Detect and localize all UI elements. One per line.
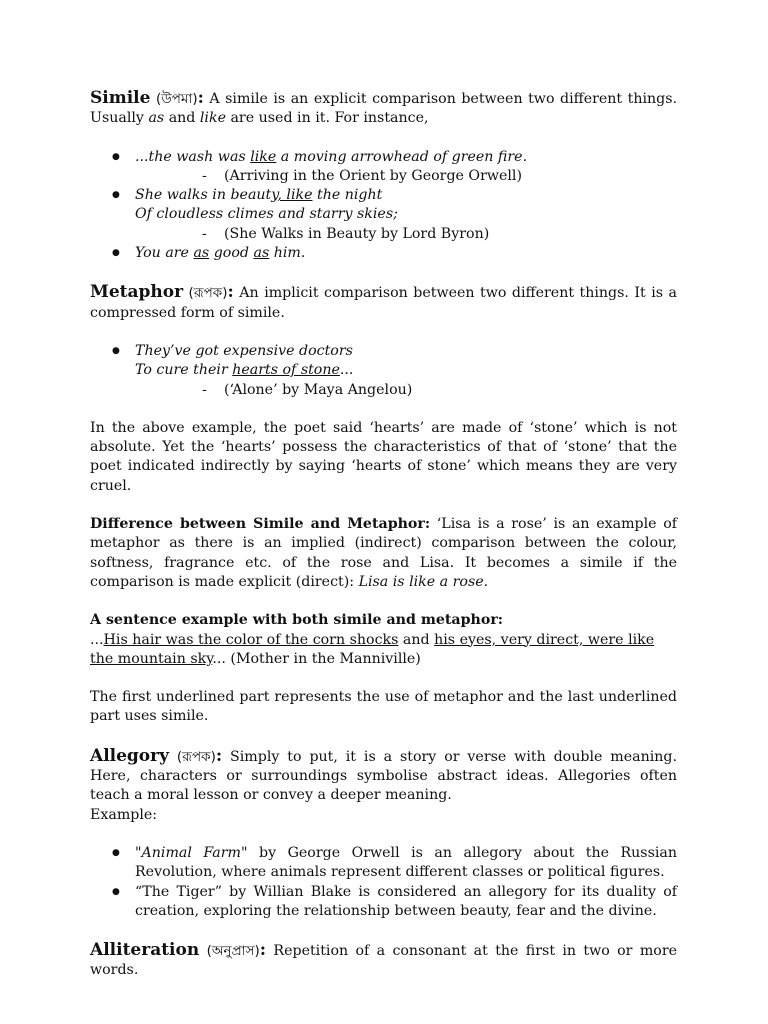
- ex-text: good: [209, 245, 254, 262]
- ex-underlined: , like: [277, 187, 313, 204]
- source-dash: -: [202, 167, 207, 184]
- ex-underlined: like: [250, 148, 277, 165]
- simile-bengali: (উপমা): [155, 91, 198, 107]
- metaphor-explanation: In the above example, the poet said ‘hearts’ are made of ‘stone’ which is not absolute. Yet the ‘hearts’ possess the characteristics of that of ‘stone’ that the poet indicated indirectly by saying ‘hearts of stone’ which means they are very cruel.: [90, 419, 677, 494]
- simile-def-like: like: [199, 110, 226, 127]
- source-text: (Arriving in the Orient by George Orwell): [224, 167, 522, 184]
- example-source: [90, 381, 677, 400]
- example-source: [90, 225, 677, 244]
- both-example: [90, 611, 677, 669]
- ex-text: ...the wash was: [135, 148, 251, 165]
- source-text: (‘Alone’ by Maya Angelou): [224, 381, 413, 398]
- both-text: ...: [90, 631, 104, 648]
- alliteration-colon: :: [259, 940, 267, 961]
- both-underlined-simile: his eyes, very direct, were like the mountain sky: [90, 631, 655, 667]
- difference-heading: Difference between Simile and Metaphor:: [90, 516, 431, 533]
- list-item: [90, 883, 677, 922]
- allegory-examples: [90, 844, 677, 921]
- simile-colon: :: [197, 88, 204, 108]
- ex-underlined: as: [193, 245, 210, 262]
- simile-term: Simile: [90, 88, 151, 108]
- ex-text: She walks in beauty: [135, 187, 278, 204]
- simile-definition: [90, 89, 677, 129]
- allegory-bengali: (রূপক): [176, 748, 216, 765]
- alliteration-def-text: Repetition of a consonant at the first in two or more words.: [90, 943, 677, 979]
- document-page: [90, 89, 677, 981]
- metaphor-bengali: (রূপক): [188, 285, 228, 302]
- alliteration-definition: [90, 941, 677, 981]
- ex-text: ...: [339, 362, 354, 379]
- ex-text: Of cloudless climes and starry skies;: [135, 206, 398, 223]
- list-item: [90, 148, 677, 167]
- metaphor-def-text: An implicit comparison between two different things. It is a compressed form of simile.: [90, 285, 677, 321]
- ex-underlined: as: [253, 245, 270, 262]
- alliteration-term: Alliteration: [90, 940, 200, 961]
- difference-example: Lisa is like a rose.: [358, 573, 489, 590]
- ex-text: the night: [312, 187, 383, 204]
- ex-text: You are: [135, 245, 194, 262]
- simile-examples: [90, 148, 677, 264]
- allegory-example-label: Example:: [90, 806, 158, 823]
- list-item: [90, 342, 677, 381]
- allegory-term: Allegory: [90, 745, 169, 766]
- difference-paragraph: [90, 515, 677, 592]
- ex-underlined: hearts of stone: [232, 362, 340, 379]
- simile-def-and: and: [164, 110, 200, 127]
- list-item: [90, 844, 677, 883]
- ex-title: "Animal Farm": [135, 844, 248, 861]
- both-heading: A sentence example with both simile and metaphor:: [90, 612, 504, 629]
- difference-text: ‘Lisa is a rose’ is an example of metaphor as there is an implied (indirect) comparison between the colour, softness, fragrance etc. of the rose and Lisa. It becomes a simile if the comparison is made explicit (direct):: [90, 516, 678, 590]
- metaphor-term: Metaphor: [90, 282, 184, 303]
- simile-def-text: A simile is an explicit comparison between two different things. Usually: [90, 91, 677, 127]
- ex-text: “The Tiger” by Willian Blake is considered an allegory for its duality of creation, exploring the relationship between beauty, fear and the divine.: [135, 883, 677, 919]
- metaphor-definition: [90, 283, 677, 323]
- simile-def-text-end: are used in it. For instance,: [225, 110, 429, 127]
- ex-text: him.: [269, 245, 306, 262]
- example-source: [90, 167, 677, 186]
- both-underlined-metaphor: His hair was the color of the corn shocks: [103, 631, 399, 648]
- metaphor-colon: :: [227, 282, 234, 303]
- metaphor-examples: [90, 342, 677, 400]
- both-text: ... (Mother in the Manniville): [212, 650, 421, 667]
- ex-text: by George Orwell is an allegory about the Russian Revolution, where animals represent different classes or political figures.: [135, 844, 677, 881]
- source-dash: -: [202, 225, 207, 242]
- ex-text: They’ve got expensive doctors: [135, 342, 353, 359]
- source-text: (She Walks in Beauty by Lord Byron): [224, 225, 490, 242]
- alliteration-bengali: (অনুপ্রাস): [206, 943, 260, 960]
- ex-text: To cure their: [135, 362, 233, 379]
- allegory-def-text: Simply to put, it is a story or verse with double meaning. Here, characters or surroundings symbolise abstract ideas. Allegories often teach a moral lesson or convey a deeper meaning.: [90, 748, 677, 804]
- allegory-definition: [90, 747, 677, 825]
- both-text: and: [398, 631, 435, 648]
- allegory-colon: :: [215, 745, 223, 766]
- list-item: [90, 186, 677, 225]
- simile-def-as: as: [148, 110, 165, 127]
- list-item: [90, 244, 677, 263]
- both-explanation: The first underlined part represents the use of metaphor and the last underlined part uses simile.: [90, 689, 677, 725]
- ex-text: a moving arrowhead of green fire.: [276, 148, 528, 165]
- source-dash: -: [202, 381, 207, 398]
